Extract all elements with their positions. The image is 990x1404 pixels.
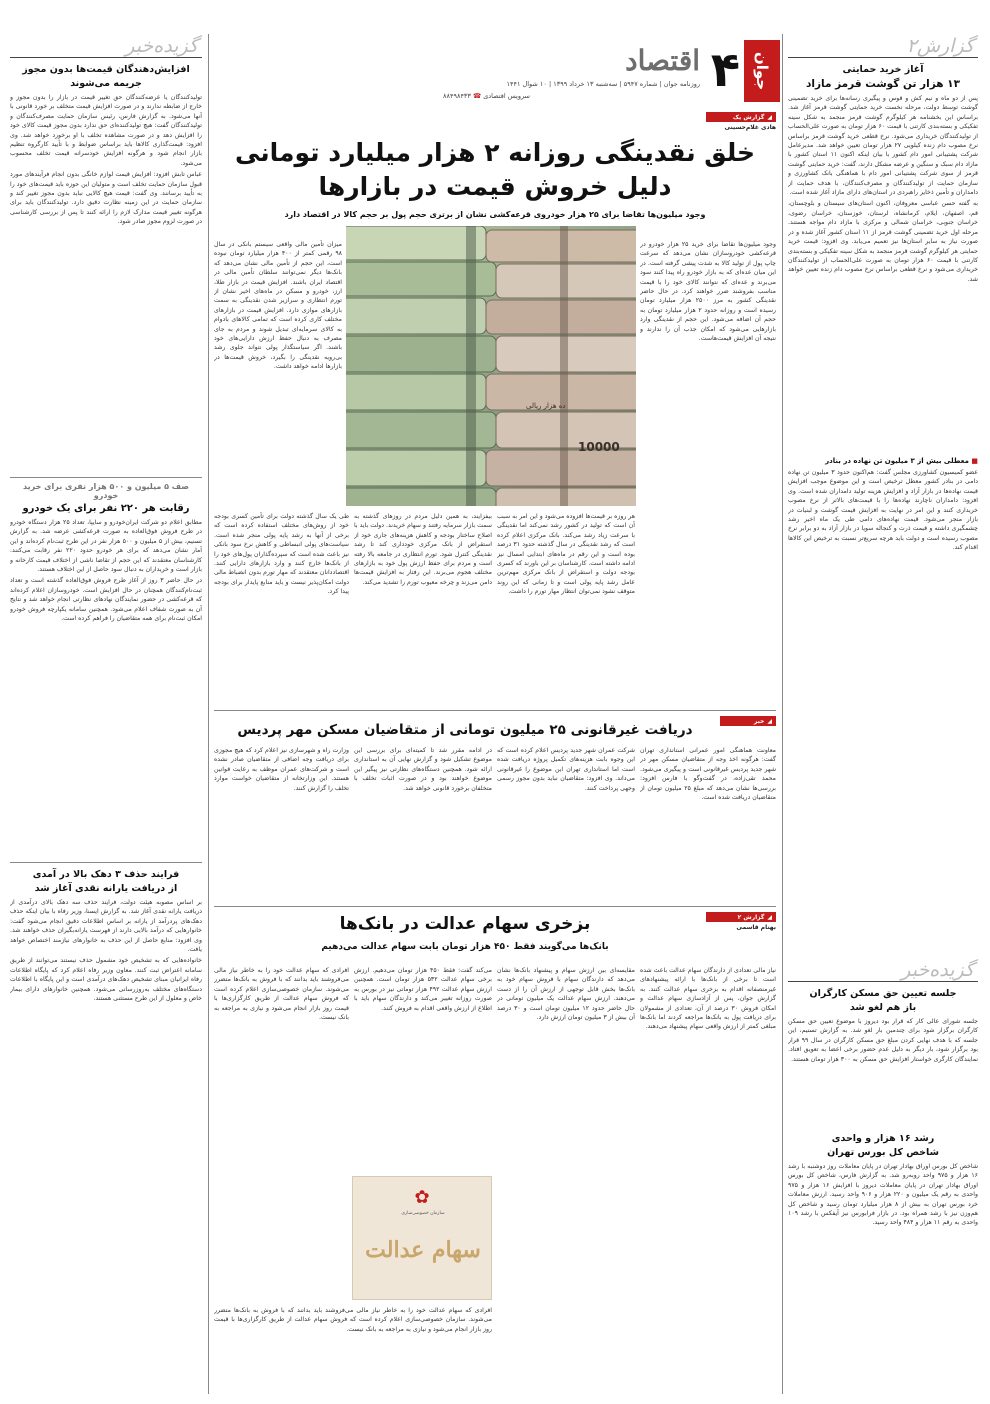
page-number: ۴ [710, 42, 740, 98]
main-headline: خلق نقدینگی روزانه ۲ هزار میلیارد تومانی [234, 138, 756, 167]
story-body [10, 93, 202, 473]
story-title: رشد ۱۶ هزار و واحدی [831, 1133, 935, 1144]
paragraph: در ادامه مقرر شد تا کمیته‌ای برای بررسی این موضوع تشکیل شود و گزارش نهایی آن به استانداری ارائه شود. همچنین دستگاه‌های نظارتی نیز پیگیر این موضوع خواهند بود و در صورت اثبات تخلف با متخلفان برخورد قانونی خواهد شد. [354, 747, 492, 792]
story-b-headline: دریافت غیرقانونی ۲۵ میلیون تومانی از متقاضیان مسکن مهر پردیس [237, 722, 693, 738]
paragraph: میزان تأمین مالی واقعی سیستم بانکی در سال ۹۸ رقمی کمتر از ۴۰۰ هزار میلیارد تومان نبوده است، این حجم از تأمین مالی نشان می‌دهد که بانک‌ها دیگر نمی‌توانند سلطان تأمین مالی در اقتصاد ایران باشند. افزایش قیمت در بازار طلا، ارز، خودرو و مسکن در ماه‌های اخیر نشان از تورم انتظاری و سرازیر شدن نقدینگی به سمت بازارهای موازی دارد. افزایش قیمت در بازارهای مختلف کاری کرده است که تمامی کالاهای بادوام به کالای سرمایه‌ای تبدیل شوند و مردم به جای مصرف به دنبال حفظ ارزش دارایی‌های خود باشند. اگر سیاستگذار پولی نتواند جلوی رشد بی‌رویه نقدینگی را بگیرد، خروش قیمت‌ها در بازارها ادامه خواهد داشت. [214, 241, 342, 371]
banknote-label: ده هزار ریالی [526, 402, 566, 410]
main-side-text [214, 240, 342, 508]
tag [706, 112, 776, 122]
paragraph: شاخص کل بورس اوراق بهادار تهران در پایان معاملات روز دوشنبه با رشد ۱۶ هزار و ۹۷۵ واحد روبه‌رو شد. به گزارش فارس، شاخص کل بورس اوراق بهادار تهران در پایان معاملات دیروز با افزایش ۱۶ هزار و ۹۷۵ واحدی به رقم یک میلیون و ۲۲۰ هزار و ۹۰۶ واحد رسید. ارزش معاملات خرد بورس تهران به بیش از ۸ هزار میلیارد تومان رسید و شاخص کل هم‌وزن نیز با رشد همراه بود. در بازار فرابورس نیز آیفکس با رشد ۱۰۹ واحدی به رقم ۱۱ هزار و ۴۸۴ واحد رسید. [788, 1163, 978, 1227]
story-title: از دریافت یارانه نقدی آغاز شد [34, 883, 178, 894]
column-header [788, 34, 978, 58]
main-headline: دلیل خروش قیمت در بازارها [318, 172, 672, 201]
story-b-col-3 [354, 746, 492, 896]
story-b-col-2 [497, 746, 635, 896]
story-title: افزایش‌دهندگان قیمت‌ها بدون مجوز [22, 64, 190, 75]
story-title: شاخص کل بورس تهران [827, 1147, 939, 1158]
paragraph: نیاز مالی تعدادی از دارندگان سهام عدالت باعث شده است تا برخی از بانک‌ها با ارائه پیشنهادهای غیرمنصفانه اقدام به بزخری سهام عدالت کنند. به گزارش جوان، پس از آزادسازی سهام عدالت و امکان فروش ۳۰ درصد از آن، تعدادی از مشمولان برای دریافت پول به بانک‌ها مراجعه کردند اما بانک‌ها مبلغی کمتر از ارزش واقعی سهام پیشنهاد می‌دهند. [640, 967, 776, 1031]
paragraph: عضو کمیسیون کشاورزی مجلس گفت: هم‌اکنون حدود ۳ میلیون تن نهاده دامی در بنادر کشور معطل ترخیص است و این موضوع موجب افزایش قیمت نهاده‌ها در بازار آزاد و افزایش هزینه تولید دامداران شده است. وی افزود: دامداران ناچارند نهاده‌ها را با قیمت‌های بالاتر از نرخ مصوب خریداری کنند و این امر در نهایت به افزایش قیمت گوشت و لبنیات در بازار منجر می‌شود. قیمت نهاده‌های دامی طی یک ماه اخیر رشد چشمگیری داشته و قیمت ذرت و کنجاله سویا در بازار آزاد به دو برابر نرخ مصوب رسیده است و دولت باید هرچه سریع‌تر نسبت به ترخیص این کالاها اقدام کند. [788, 469, 978, 552]
story-title: آغاز خرید حمایتی [842, 64, 924, 75]
story-body [788, 1017, 978, 1127]
main-story-tag [706, 112, 776, 131]
paragraph: شرکت عمران شهر جدید پردیس اعلام کرده است که این وجوه بابت هزینه‌های تکمیل پروژه دریافت شده است اما استانداری تهران این موضوع را غیرقانونی می‌داند. وی افزود: متقاضیان نباید بدون مجوز رسمی وجهی پرداخت کنند. [497, 747, 635, 792]
column-header [10, 34, 202, 58]
justice-shares-graphic [352, 1176, 492, 1300]
story-c-col-2 [497, 966, 635, 1386]
tag-arrow-icon: ◢ [767, 913, 772, 921]
story-b-col-1 [640, 746, 776, 896]
story-b-tag [720, 716, 776, 726]
story-c-col-3 [354, 966, 492, 1166]
column-divider [782, 34, 783, 1394]
tag-text: گزارش ۲ [737, 913, 765, 921]
logo [744, 40, 780, 102]
emblem-caption: سازمان خصوصی‌سازی [401, 1211, 445, 1216]
paragraph: پس از دو ماه و نیم کش و قوس و پیگیری رسانه‌ها برای خرید تضمینی گوشت توسط دولت، مرحله نخست خرید حمایتی گوشت قرمز آغاز شد. براساس این بخشنامه هر کیلوگرم گوشت قرمز منجمد به شکل سینه تفکیکی و بسته‌بندی کارتنی با قیمت ۶۰ هزار تومان به صورت علی‌الحساب از تولیدکنندگان خریداری می‌شود. نرخ قطعی خرید گوشت قرمز براساس نرخ مصوب دام زنده کیلویی ۲۷ هزار تومان تعیین خواهد شد. مدیرعامل شرکت پشتیبانی امور دام کشور با بیان اینکه اکنون ۱۱ استان کشور با مازاد دام سبک و سنگین و عرضه مشکل دارند، گفت: خرید حمایتی گوشت قرمز از سوی شرکت پشتیبانی امور دام با هماهنگی بانک کشاورزی و سازمان حمایت از تولیدکنندگان و مصرف‌کنندگان، با هدف حمایت از دامداران و تأمین ذخایر راهبردی در استان‌های دارای مازاد آغاز شده است. [788, 95, 978, 197]
paragraph: افرادی که سهام عدالت خود را به خاطر نیاز مالی می‌فروشند باید بدانند که با فروش به بانک‌ها متضرر می‌شوند. سازمان خصوصی‌سازی اعلام کرده است که فروش سهام عدالت از طریق کارگزاری‌ها با قیمت روز بازار انجام می‌شود و نیازی به مراجعه به بانک نیست. [214, 1307, 492, 1333]
service-label: سرویس اقتصادی [483, 92, 530, 100]
story-title: جریمه می‌شوند [70, 78, 142, 89]
story-title: رقابت هر ۲۲۰ نفر برای یک خودرو [22, 503, 190, 514]
paragraph: جلسه شورای عالی کار که قرار بود دیروز با موضوع تعیین حق مسکن کارگران برگزار شود برای چندمین بار لغو شد. به گزارش تسنیم، این جلسه که با هدف نهایی کردن مبلغ حق مسکن کارگران در سال ۹۹ قرار بود برگزار شود، بار دیگر به دلیل عدم حضور برخی اعضا به تعویق افتاد. نمایندگان کارگری خواستار افزایش حق مسکن به ۳۰۰ هزار تومان هستند. [788, 1018, 978, 1063]
story-divider [10, 862, 202, 863]
story-body [788, 94, 978, 454]
banknotes-photo [346, 226, 636, 506]
story-c-col-4 [214, 966, 349, 1166]
main-col-3 [354, 512, 492, 700]
logo-text: جوان [753, 51, 771, 91]
story-body [788, 468, 978, 768]
paragraph: مقایسه‌ای بین ارزش سهام و پیشنهاد بانک‌ها نشان می‌دهد که دارندگان سهام با فروش سهام خود به بانک‌ها بخش قابل توجهی از ارزش آن را از دست می‌دهند. ارزش سهام عدالت یک میلیون تومانی در حال حاضر حدود ۱۲ میلیون تومان است و ۳۰ درصد آن بیش از ۳ میلیون تومان ارزش دارد. [497, 967, 635, 1022]
paragraph: مطابق اعلام دو شرکت ایران‌خودرو و سایپا، تعداد ۲۵ هزار دستگاه خودرو در طرح فروش فوق‌العاده به صورت قرعه‌کشی عرضه شد. به گزارش تسنیم، بیش از ۵ میلیون و ۵۰۰ هزار نفر در این طرح ثبت‌نام کرده‌اند و این آمار نشان می‌دهد که برای هر خودرو حدود ۲۲۰ نفر رقابت می‌کنند. کارشناسان معتقدند که این حجم از تقاضا ناشی از اختلاف قیمت کارخانه و بازار است و خریداران به دنبال سود حاصل از این اختلاف هستند. [10, 519, 202, 574]
story-c-tag [706, 912, 776, 931]
service-phone: ۸۸۴۹۸۴۳۳ [442, 92, 471, 100]
paragraph: عباس تابش افزود: افزایش قیمت لوازم خانگی بدون انجام فرآیندهای مورد قبول سازمان حمایت تخلف است و متولیان این حوزه باید قیمت‌های خود را به تأیید برسانند. وی گفت: قیمت هیچ کالایی نباید بدون مجوز تغییر کند و سازمان حمایت در این زمینه نظارت دقیق دارد. تولیدکنندگان باید برای هرگونه تغییر قیمت مدارک لازم را ارائه کنند تا پس از بررسی کارشناسی در صورت لزوم مجوز صادر شود. [10, 171, 202, 226]
tag [706, 912, 776, 922]
byline: بهنام قاسمی [736, 924, 776, 931]
left-column [10, 34, 202, 1384]
phone-icon: ☎ [473, 92, 482, 100]
paragraph: طی یک سال گذشته دولت برای تأمین کسری بودجه خود از روش‌های مختلف استفاده کرده است که برخی از آنها به رشد پایه پولی منجر شده است. سیاست‌های پولی انبساطی و کاهش نرخ سود بانکی نیز باعث شده است که سپرده‌گذاران پول‌های خود را از بانک‌ها خارج کنند و وارد بازارهای دارایی کنند. اقتصاددانان معتقدند که مهار تورم بدون انضباط مالی دولت امکان‌پذیر نیست و باید منابع پایدار برای بودجه پیدا کرد. [214, 513, 349, 596]
bullet-icon: ■ [968, 457, 978, 465]
story-c-deck: بانک‌ها می‌گویند فقط ۴۵۰ هزار تومان بابت سهام عدالت می‌دهیم [321, 942, 609, 952]
justice-shares-title: سهام عدالت [365, 1237, 481, 1263]
tag-arrow-icon: ◢ [767, 717, 772, 725]
story-c-col-5 [214, 1306, 492, 1386]
paragraph: به گفته حسن عباسی معروفان، اکنون استان‌های سیستان و بلوچستان، قم، اصفهان، ایلام، کرمانشاه، لرستان، خوزستان، خراسان رضوی، خراسان جنوبی، خراسان شمالی و مرکزی با مازاد دام مواجه هستند. مرحله اول خرید تضمینی گوشت قرمز از ۱۱ استان کشور آغاز شده و در صورت نیاز به سایر استان‌ها نیز تعمیم می‌یابد. وی افزود: قیمت خرید حمایتی هر کیلوگرم گوشت قرمز منجمد به شکل سینه تفکیکی و بسته‌بندی کارتنی با قیمت ۶۰ هزار تومان به صورت علی‌الحساب از تولیدکنندگان خریداری می‌شود و نرخ قطعی براساس نرخ مصوب دام زنده تعیین خواهد شد. [788, 200, 978, 283]
paragraph: می‌کند گفت: فقط ۴۵۰ هزار تومان می‌دهیم. ارزش برخی سهام عدالت ۵۳۲ هزار تومان است. همچنین ارزش سهام عدالت ۴۹۲ هزار تومانی نیز در بورس به صورت روزانه تغییر می‌کند و دارندگان سهام باید با اطلاع از ارزش واقعی اقدام به فروش کنند. [354, 967, 492, 1012]
paragraph: خانواده‌هایی که به تشخیص خود مشمول حذف نیستند می‌توانند از طریق سامانه اعتراض ثبت کنند. معاون وزیر رفاه اعلام کرد که پایگاه اطلاعات رفاه ایرانیان مبنای تشخیص دهک‌های درآمدی است و این پایگاه با اطلاعات دستگاه‌های مختلف به‌روزرسانی می‌شود. همچنین خانوارهای دارای بیمار خاص و معلول از این طرح مستثنی هستند. [10, 957, 202, 1003]
tag-text: گزارش یک [732, 113, 765, 121]
section-divider [214, 906, 776, 907]
section-divider [214, 710, 776, 711]
story-divider [10, 477, 202, 478]
banknotes-illustration [346, 226, 636, 506]
tag-arrow-icon: ◢ [767, 113, 772, 121]
column-header-text: گزیده‌خبر [125, 34, 198, 57]
story-title: باز هم لغو شد [849, 1002, 917, 1013]
paragraph: بیفزایند، به همین دلیل مردم در روزهای گذشته به سمت بازار سرمایه رفتند و سهام خریدند. دولت باید با اصلاح ساختار بودجه و کاهش هزینه‌های جاری خود از استقراض از بانک مرکزی خودداری کند تا رشد نقدینگی کنترل شود. تورم انتظاری در جامعه بالا رفته است و مردم برای حفظ ارزش پول خود به بازارهای مختلف هجوم می‌برند. این رفتار به افزایش قیمت‌ها دامن می‌زند و چرخه معیوب تورم را تشدید می‌کند. [354, 513, 492, 586]
masthead [210, 40, 780, 106]
main-col-2 [497, 512, 635, 700]
section-title: اقتصاد [625, 44, 700, 77]
story-title: جلسه تعیین حق مسکن کارگران [809, 988, 957, 999]
paragraph: افرادی که سهام عدالت خود را به خاطر نیاز مالی می‌فروشند باید بدانند که با فروش به بانک‌ها متضرر می‌شوند. سازمان خصوصی‌سازی اعلام کرده است که فروش سهام عدالت از طریق کارگزاری‌ها با قیمت روز بازار انجام می‌شود و نیازی به مراجعه به بانک نیست. [214, 967, 349, 1022]
paragraph: بر اساس مصوبه هیئت دولت، فرایند حذف سه دهک بالای درآمدی از دریافت یارانه نقدی آغاز شد. به گزارش ایسنا، وزیر رفاه با بیان اینکه حذف دهک‌های پردرآمد از یارانه بر اساس اطلاعات دقیق انجام می‌شود گفت: خانوارهایی که درآمد بالایی دارند از فهرست یارانه‌بگیران حذف خواهند شد. وی افزود: منابع حاصل از این حذف به خانوارهای نیازمند اختصاص خواهد یافت. [10, 899, 202, 954]
subhead [788, 457, 978, 465]
main-col-1 [640, 240, 776, 700]
story-body [10, 518, 202, 858]
story-c-col-1 [640, 966, 776, 1386]
byline: هادی غلام‌حسینی [724, 124, 776, 131]
banknote-denomination: 10000 [578, 440, 620, 454]
paragraph: در حال حاضر ۳ روز از آغاز طرح فروش فوق‌العاده گذشته است و تعداد ثبت‌نام‌کنندگان همچنان در حال افزایش است. خودروسازان اعلام کرده‌اند که قرعه‌کشی در حضور نمایندگان نهادهای نظارتی انجام خواهد شد و نتایج آن به صورت شفاف اعلام می‌شود. همچنین سامانه یکپارچه فروش خودرو امکان ثبت‌نام برای همه متقاضیان را فراهم کرده است. [10, 577, 202, 623]
story-title: ۱۳ هزار تن گوشت قرمز مازاد [806, 78, 960, 90]
paragraph: معاونت هماهنگی امور عمرانی استانداری تهران گفت: هرگونه اخذ وجه از متقاضیان مسکن مهر در شهر جدید پردیس غیرقانونی است و پیگیری می‌شود. محمد تقی‌زاده، در گفت‌وگو با فارس افزود: بررسی‌ها نشان می‌دهد که مبلغ ۲۵ میلیون تومان از متقاضیان دریافت شده است. [640, 747, 776, 802]
main-col-4 [214, 512, 349, 700]
column-divider [208, 34, 209, 1394]
story-body [10, 898, 202, 1318]
paragraph: هر روزه بر قیمت‌ها افزوده می‌شود و این امر به سبب آن است که تولید در کشور رشد نمی‌کند اما نقدینگی با سرعت زیاد رشد می‌کند. بانک مرکزی اعلام کرده است که رشد نقدینگی در سال گذشته حدود ۳۱ درصد بوده است و این رقم در ماه‌های ابتدایی امسال نیز ادامه داشته است. کارشناسان بر این باورند که کسری بودجه دولت و استقراض از بانک مرکزی مهم‌ترین عامل رشد پایه پولی است و تا زمانی که این روند متوقف نشود نمی‌توان انتظار مهار تورم را داشت. [497, 513, 635, 596]
story-title: فرایند حذف ۳ دهک بالا در آمدی [32, 869, 180, 880]
column-header-text: گزارش۲ [906, 34, 974, 57]
column-header [788, 958, 978, 982]
service-line [443, 92, 530, 100]
emblem-icon: ✿ [414, 1187, 430, 1208]
story-kicker: صف ۵ میلیون و ۵۰۰ هزار نفری برای خرید خودرو [22, 482, 190, 500]
story-b-col-4 [214, 746, 349, 896]
main-deck: وجود میلیون‌ها تقاضا برای ۲۵ هزار خودروی قرعه‌کشی نشان از برتری حجم پول بر حجم کالا در اقتصاد دارد [284, 210, 706, 219]
tag [720, 716, 776, 726]
dateline: روزنامه جوان | شماره ۵۹۴۷ | سه‌شنبه ۱۳ خرداد ۱۳۹۹ | ۱۰ شوال ۱۴۴۱ [506, 80, 700, 88]
paragraph: تولیدکنندگان یا عرضه‌کنندگان حق تغییر قیمت در بازار را بدون مجوز و خارج از ضابطه ندارند و در صورت افزایش قیمت متخلف بر خورد قانونی با آنها می‌شود. به گزارش فارس، رئیس سازمان حمایت مصرف‌کنندگان و تولیدکنندگان گفت: هیچ تولیدکننده‌ای حق ندارد بدون مجوز قیمت کالای خود را افزایش دهد و در صورت مشاهده تخلف با او برخورد خواهد شد. وی افزود: قیمت‌گذاری کالاها باید براساس ضوابط و با تأیید کارگروه تنظیم بازار انجام شود و هرگونه افزایش خودسرانه قیمت تخلف محسوب می‌شود. [10, 94, 202, 167]
tag-text: خبر [753, 717, 765, 725]
paragraph: وزارت راه و شهرسازی نیز اعلام کرد که هیچ مجوزی برای دریافت وجه اضافی از متقاضیان صادر نشده است و شرکت‌های عمران موظف به رعایت قوانین هستند. این وزارتخانه از متقاضیان خواست موارد تخلف را گزارش کنند. [214, 747, 349, 792]
right-column [788, 34, 978, 1384]
column-header-text: گزیده‌خبر [901, 958, 974, 981]
story-c-headline: بزخری سهام عدالت در بانک‌ها [339, 914, 591, 934]
paragraph: وجود میلیون‌ها تقاضا برای خرید ۲۵ هزار خودرو در قرعه‌کشی خودروسازان نشان می‌دهد که سرعت چاپ پول از تولید کالا به شدت پیشی گرفته است. در این میان عده‌ای که به بازار خودرو راه پیدا کنند سود می‌برند و عده‌ای که نتوانند کالای خود را با قیمت مناسب بفروشند ضرر خواهند کرد. در حال حاضر نقدینگی کشور به مرز ۲۵۰۰ هزار میلیارد تومان رسیده است و روزانه حدود ۲ هزار میلیارد تومان به حجم آن اضافه می‌شود. این حجم از نقدینگی وارد بازارهایی می‌شود که امکان جذب آن را ندارند و نتیجه آن افزایش قیمت‌هاست. [640, 241, 776, 343]
story-body [788, 1162, 978, 1392]
subhead-text: معطلی بیش از ۳ میلیون تن نهاده در بنادر [825, 457, 969, 465]
